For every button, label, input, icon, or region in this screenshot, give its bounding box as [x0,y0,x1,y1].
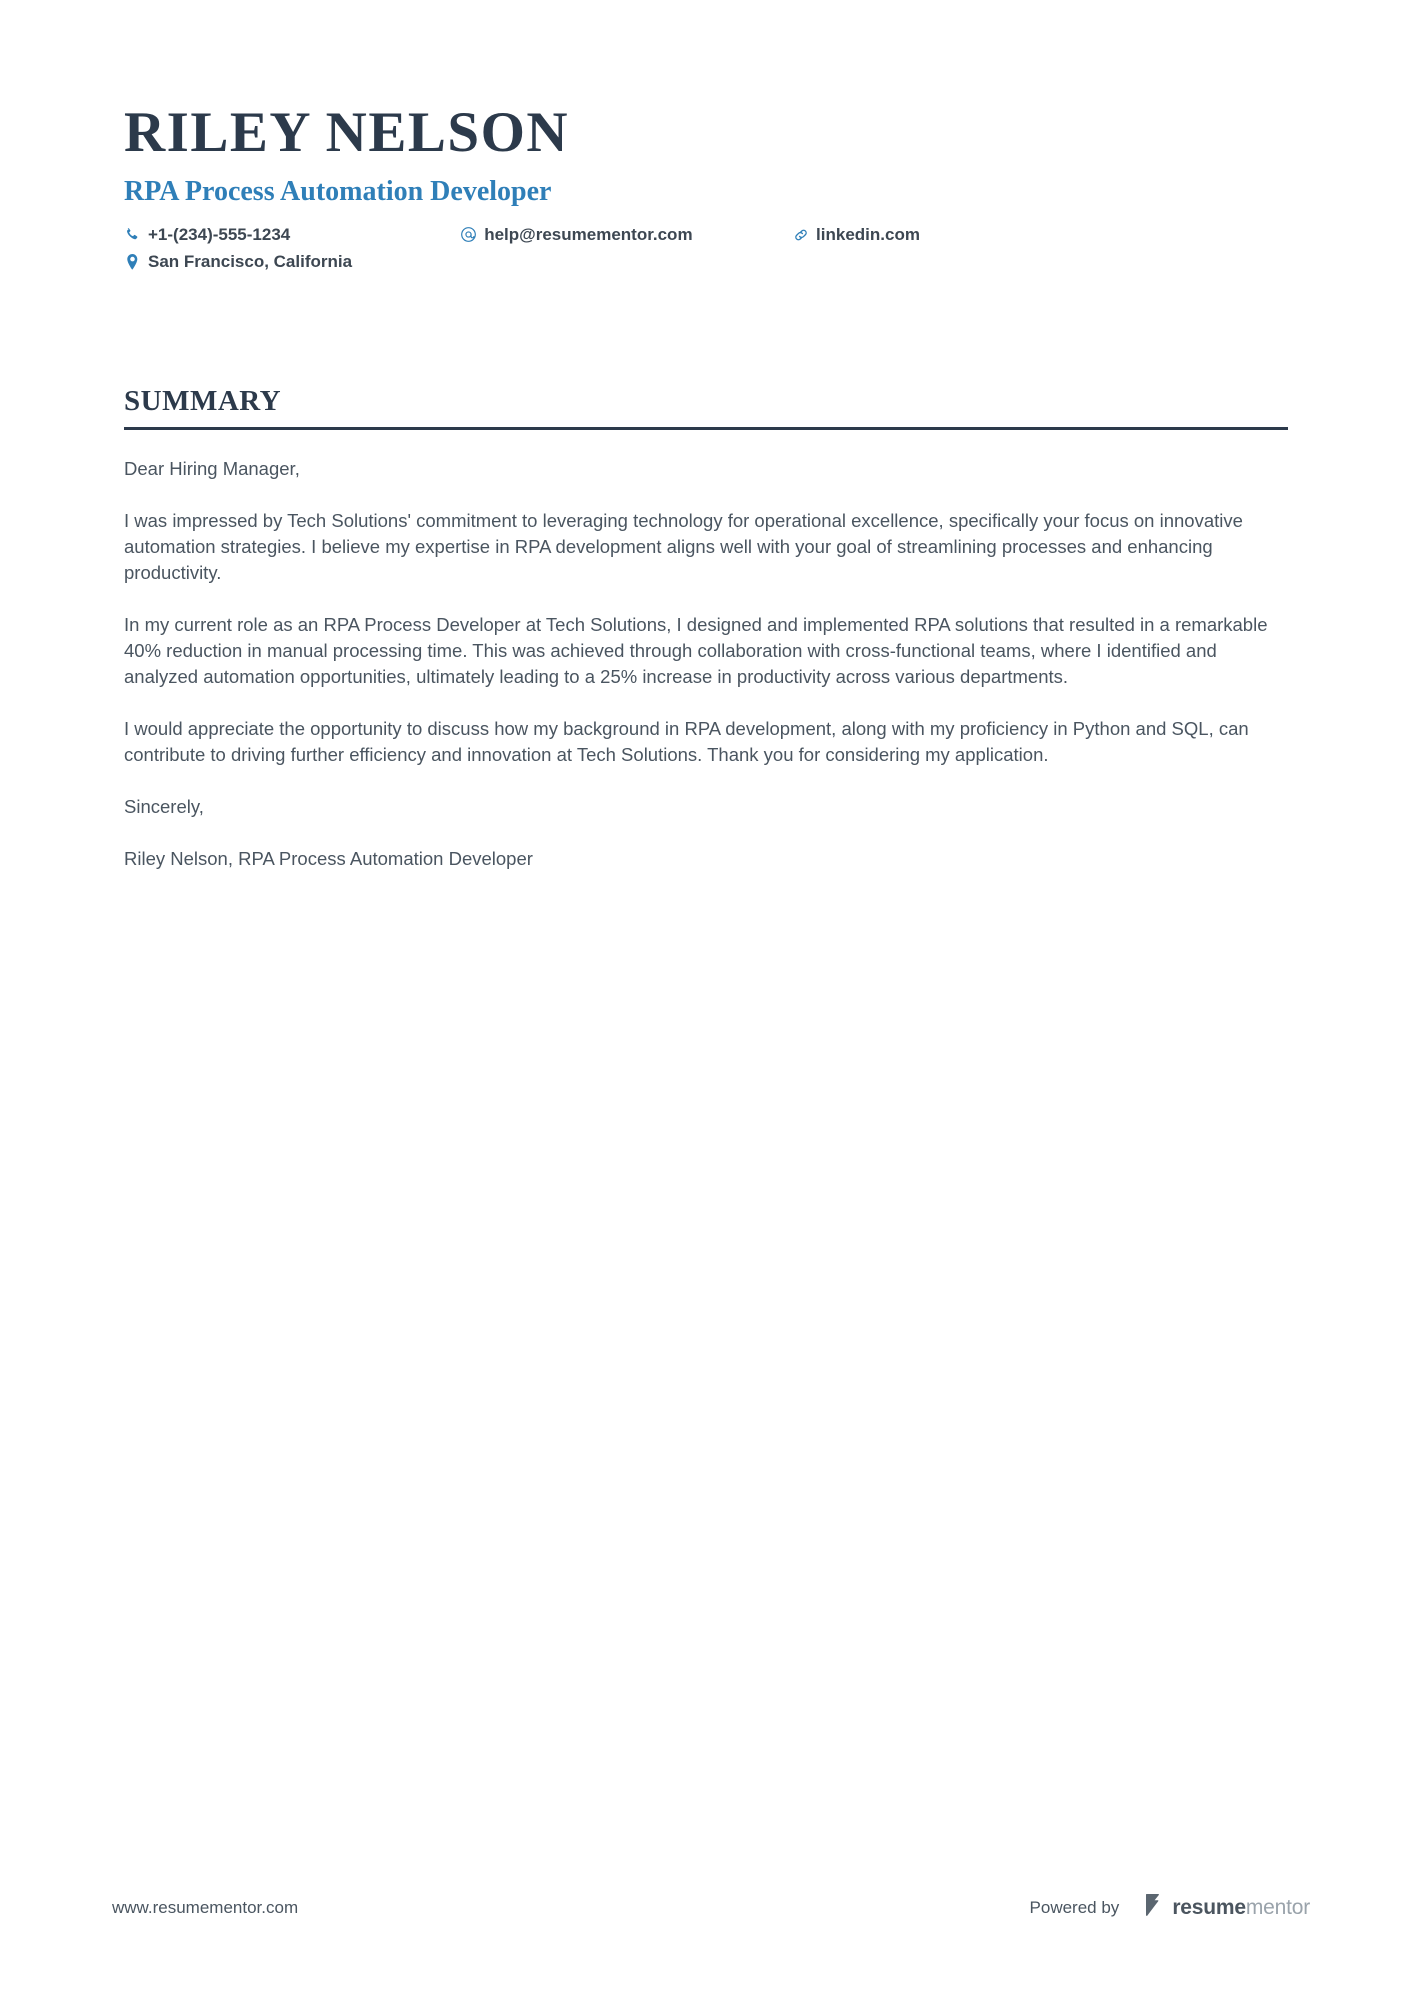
contact-email-value: help@resumementor.com [484,225,693,244]
summary-signature: Riley Nelson, RPA Process Automation Developer [124,848,533,869]
job-title: RPA Process Automation Developer [124,176,552,207]
contact-row-primary [124,226,1054,243]
footer-website-url[interactable]: www.resumementor.com [112,1897,299,1917]
phone-icon [124,226,141,243]
contact-phone-value: +1-(234)-555-1234 [148,225,291,244]
section-summary [124,385,1288,872]
summary-paragraph: I would appreciate the opportunity to discuss how my background in RPA development, along with my proficiency in Python and SQL, can contribute to driving further efficiency and innovation at Tech Solutions. Thank you for considering my application. [124,718,1249,765]
contact-phone[interactable] [124,226,460,243]
summary-paragraph: I was impressed by Tech Solutions' commitment to leveraging technology for operational excellence, specifically your focus on innovative automation strategies. I believe my expertise in RPA development aligns well with your goal of streamlining processes and enhancing productivity. [124,510,1243,583]
document-header [124,101,1290,280]
powered-by-label: Powered by [1029,1897,1120,1917]
contact-row-secondary [124,253,1054,270]
section-heading-summary: SUMMARY [124,385,282,417]
resumementor-logo-icon [1145,1894,1165,1921]
footer-branding [1030,1894,1310,1921]
map-pin-icon [124,253,141,270]
brand-name-bold: resume [1172,1896,1246,1919]
at-email-icon [460,226,477,243]
page-footer [112,1894,1310,1921]
contact-location-value: San Francisco, California [148,252,353,271]
page-title: RILEY NELSON [124,101,570,164]
contact-website-value: linkedin.com [816,225,920,244]
summary-signoff: Sincerely, [124,796,204,817]
contact-website[interactable] [792,226,1054,243]
contact-details [124,226,1054,270]
resumementor-brand[interactable] [1145,1894,1310,1921]
contact-location [124,253,509,270]
contact-email[interactable] [460,226,792,243]
summary-paragraph: Dear Hiring Manager, [124,458,300,479]
summary-paragraph: In my current role as an RPA Process Developer at Tech Solutions, I designed and implemented RPA solutions that resulted in a remarkable 40% reduction in manual processing time. This was achieved through collaboration with cross-functional teams, where I identified and analyzed automation opportunities, ultimately leading to a 25% increase in productivity across various departments. [124,614,1268,687]
summary-body [124,456,1288,872]
link-icon [792,226,809,243]
brand-name-light: mentor [1245,1896,1310,1919]
section-divider [124,427,1288,430]
